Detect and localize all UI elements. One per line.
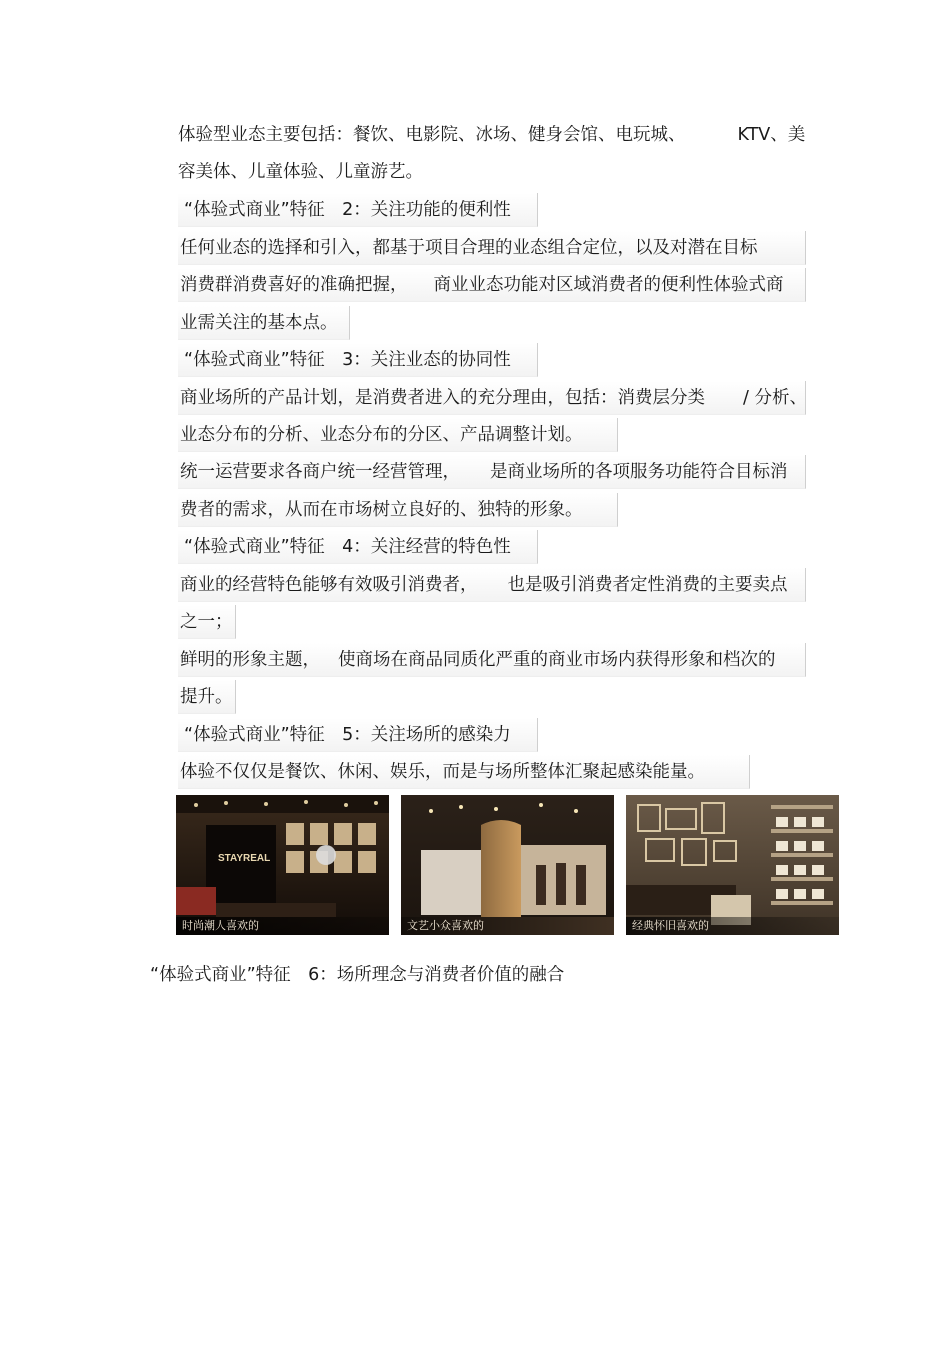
photo-caption: 文艺小众喜欢的 <box>401 917 614 935</box>
text: KTV、美 <box>737 125 806 145</box>
section-heading-2: “体验式商业”特征 2：关注功能的便利性 <box>178 193 538 227</box>
text: 商业业态功能对区域消费者的便利性体验式商 <box>433 275 784 295</box>
section-heading-3: “体验式商业”特征 3：关注业态的协同性 <box>178 343 538 377</box>
text: / 分析、 <box>743 388 807 408</box>
paragraph-line: 容美体、儿童体验、儿童游艺。 <box>178 162 423 182</box>
text: 体验型业态主要包括：餐饮、电影院、冰场、健身会馆、电玩城、 <box>178 125 686 145</box>
text: 也是吸引消费者定性消费的主要卖点 <box>507 575 788 595</box>
paragraph-line <box>178 455 806 489</box>
store-photo-vintage-image <box>626 795 839 935</box>
paragraph-line: 之一； <box>178 605 236 639</box>
paragraph-line: 费者的需求，从而在市场树立良好的、独特的形象。 <box>178 493 618 527</box>
section-heading-5: “体验式商业”特征 5：关注场所的感染力 <box>178 718 538 752</box>
photo-caption: 经典怀旧喜欢的 <box>626 917 839 935</box>
section-heading-6: “体验式商业”特征 6：场所理念与消费者价值的融合 <box>150 965 565 985</box>
store-photo-artsy-image <box>401 795 614 935</box>
paragraph-line <box>178 568 806 602</box>
paragraph-line: 任何业态的选择和引入，都基于项目合理的业态组合定位，以及对潜在目标 <box>178 231 806 265</box>
text: 鲜明的形象主题， <box>180 650 320 670</box>
photo-caption: 时尚潮人喜欢的 <box>176 917 389 935</box>
text: 是商业场所的各项服务功能符合目标消 <box>490 462 788 482</box>
paragraph-line <box>178 268 806 302</box>
paragraph-line: 业需关注的基本点。 <box>178 306 350 340</box>
paragraph-line <box>178 118 805 152</box>
text: 使商场在商品同质化严重的商业市场内获得形象和档次的 <box>338 650 776 670</box>
paragraph-line: 提升。 <box>178 680 236 714</box>
paragraph-line <box>178 643 806 677</box>
store-sign: STAYREAL <box>218 853 271 864</box>
store-photo-artsy <box>401 795 614 935</box>
section-heading-4: “体验式商业”特征 4：关注经营的特色性 <box>178 530 538 564</box>
store-photo-vintage <box>626 795 839 935</box>
paragraph-line: 体验不仅仅是餐饮、休闲、娱乐，而是与场所整体汇聚起感染能量。 <box>178 755 750 789</box>
store-photo-trendy <box>176 795 389 935</box>
text: 统一运营要求各商户统一经营管理， <box>180 462 460 482</box>
text: 消费群消费喜好的准确把握， <box>180 275 408 295</box>
text: 商业场所的产品计划，是消费者进入的充分理由，包括：消费层分类 <box>180 388 705 408</box>
paragraph-line: 业态分布的分析、业态分布的分区、产品调整计划。 <box>178 418 618 452</box>
paragraph-line <box>178 381 806 415</box>
store-photo-trendy-image <box>176 795 389 935</box>
text: 商业的经营特色能够有效吸引消费者， <box>180 575 478 595</box>
